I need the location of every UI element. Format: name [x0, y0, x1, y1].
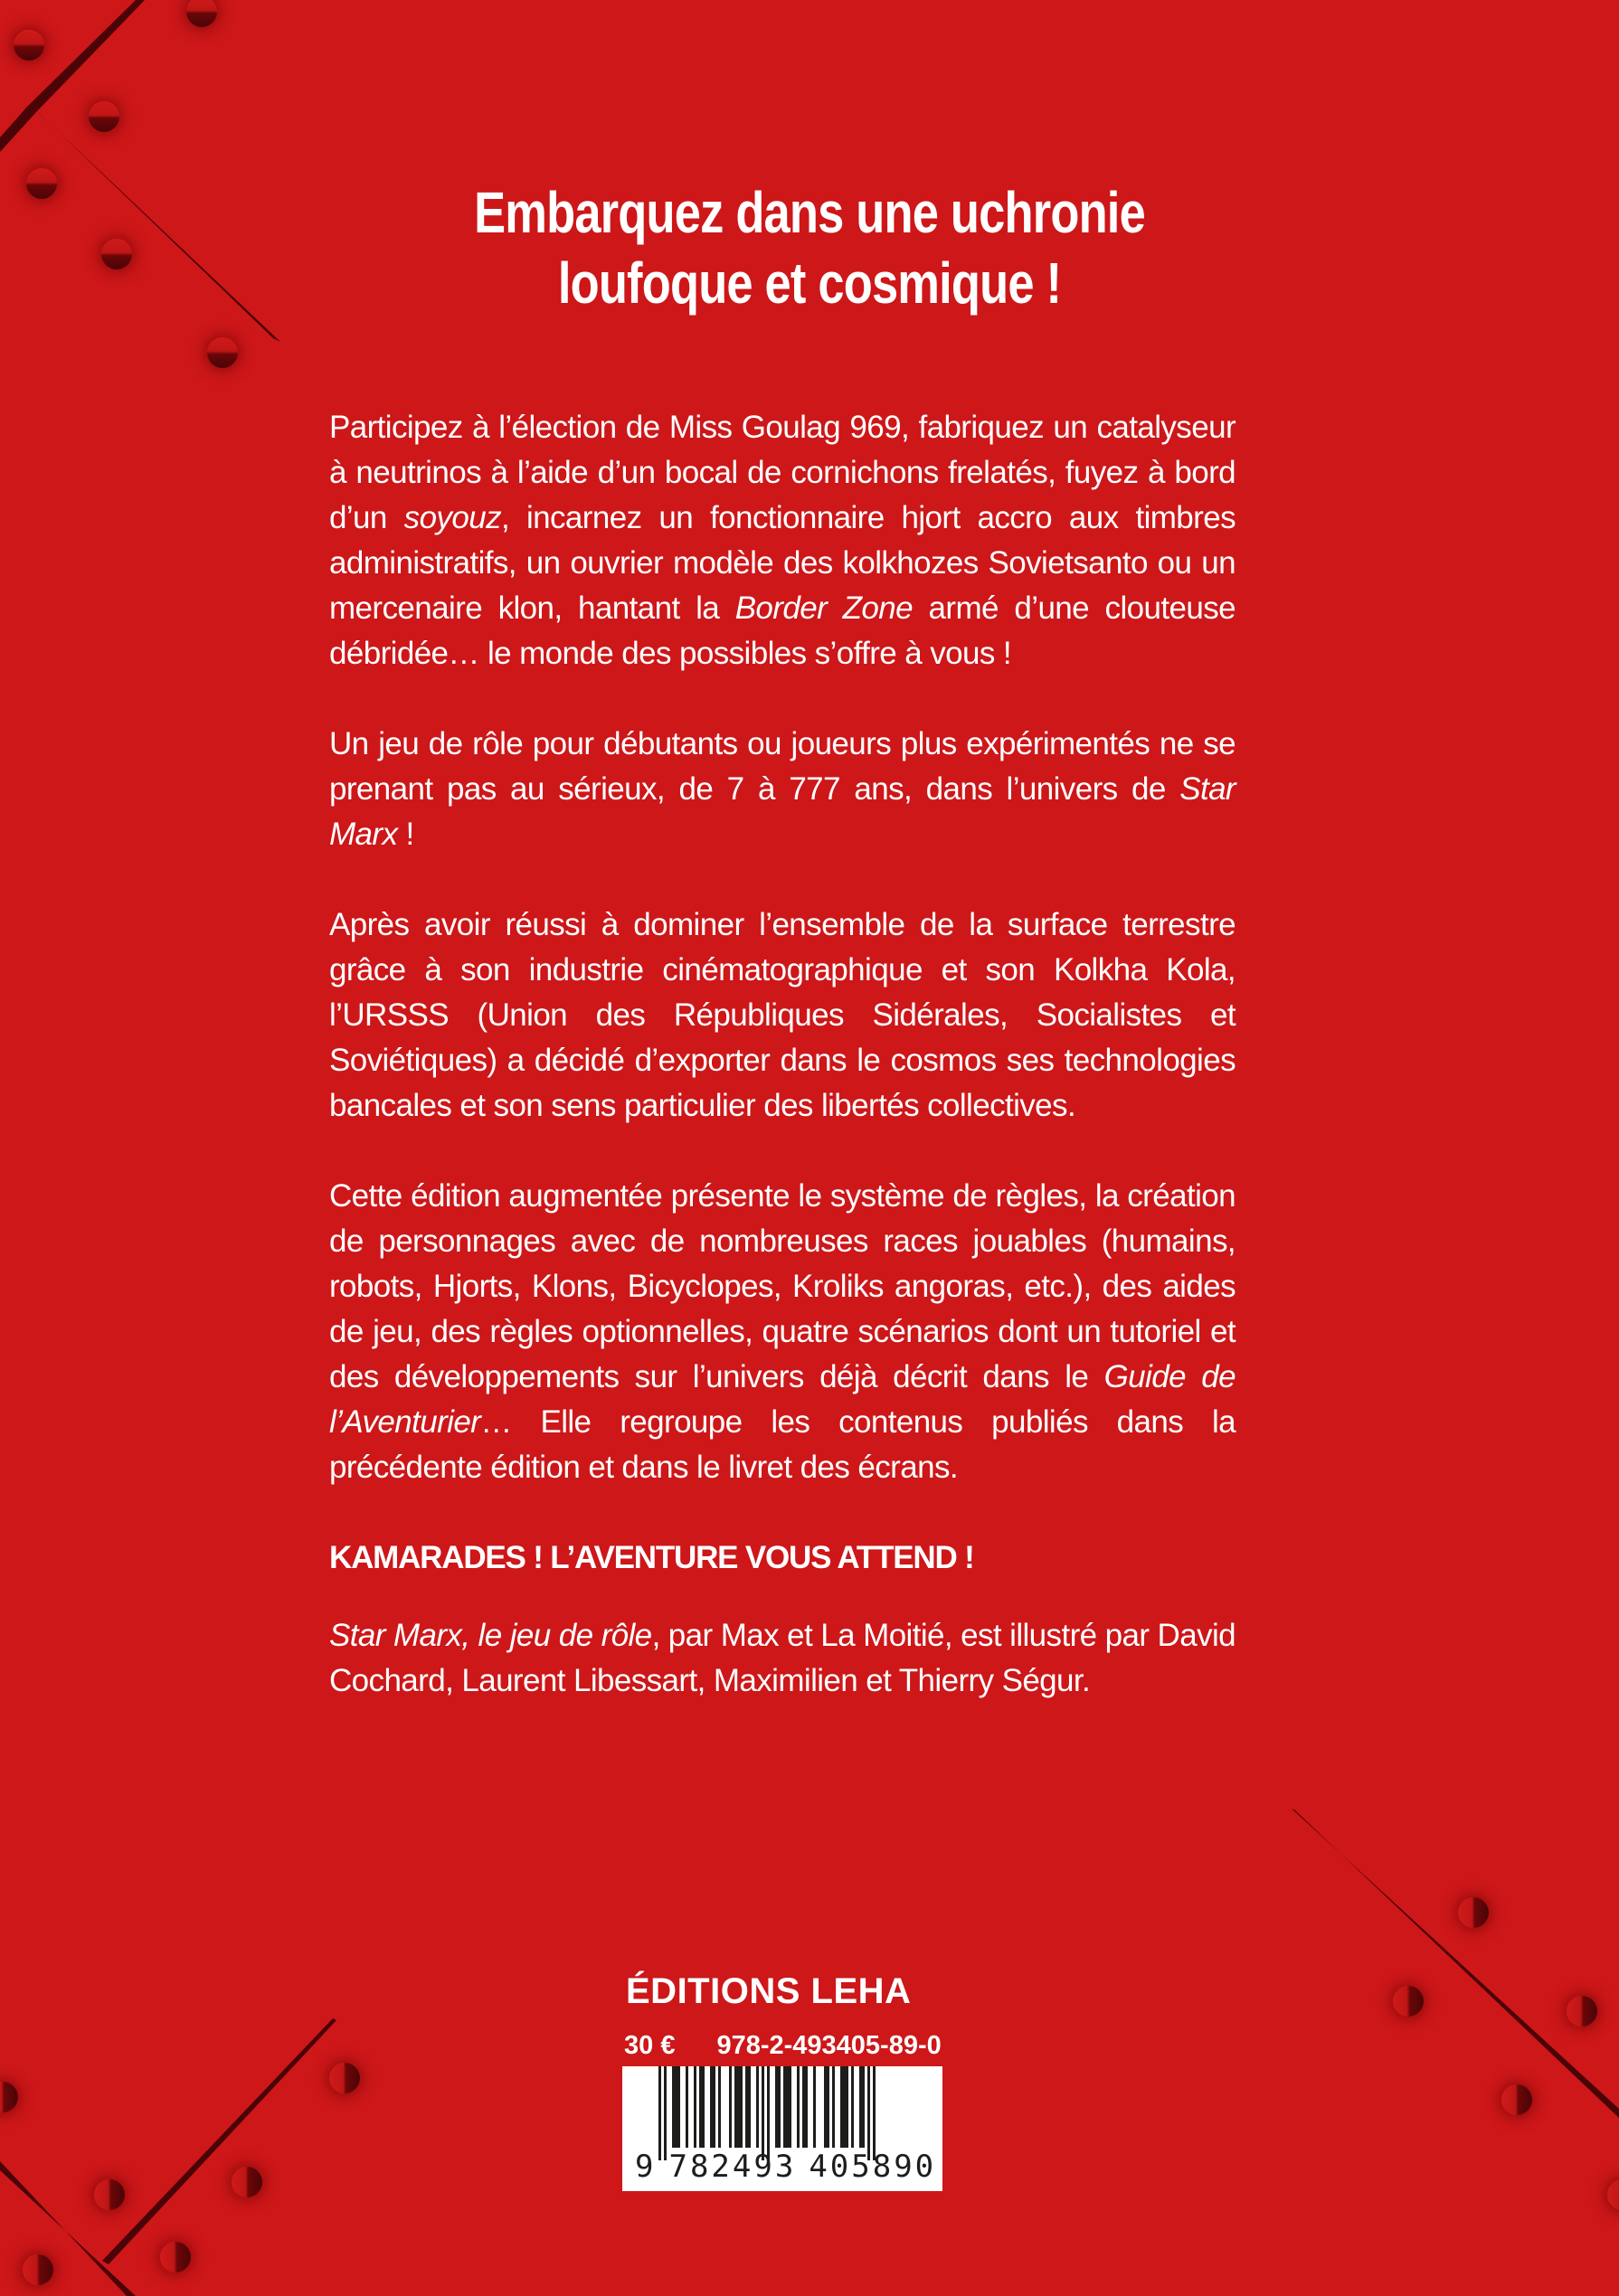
tagline: KAMARADES ! L’AVENTURE VOUS ATTEND ! [329, 1540, 974, 1575]
headline-line-2: loufoque et cosmique ! [557, 250, 1062, 316]
cover-headline [146, 177, 1473, 318]
rivet-decoration [94, 2179, 125, 2210]
credits [329, 1613, 1236, 1704]
rivet-decoration [23, 2254, 53, 2285]
paragraph-text: Cette édition augmentée présente le système de règles, la création de personnages avec de nombreuses races jouables (humains, robots, Hjorts, Klons, Bicyclopes, Kroliks angoras, etc.), des aides de jeu, des règles optionnelles, quatre scénarios dont un tutoriel et des développements sur l’univers déjà décrit dans le [329, 1178, 1236, 1394]
rivet-decoration [207, 337, 238, 368]
game-title: Star Marx, le jeu de rôle [329, 1618, 652, 1653]
paragraph-2 [329, 722, 1236, 857]
rivet-decoration [1607, 2179, 1619, 2210]
credits-text: , par Max et La Moitié, est illustré par David Cochard, Laurent Libessart, Maximilien et Thierry Ségur. [329, 1618, 1236, 1698]
italic-term: Border Zone [734, 591, 914, 626]
rivet-decoration [14, 30, 44, 61]
italic-term: soyouz [403, 500, 501, 535]
barcode-group-2: 405890 [809, 2149, 937, 2185]
italic-term: Star Marx [329, 771, 1236, 852]
rivet-decoration [1393, 1986, 1424, 2017]
rivet-decoration [26, 168, 57, 199]
paragraph-text: ! [397, 817, 414, 852]
paragraph-text: Après avoir réussi à dominer l’ensemble de la surface terrestre grâce à son industrie cinématographique et son Kolkha Kola, l’URSSS (Union des Républiques Sidérales, Socialistes et Soviétiques) a décidé d’exporter dans le cosmos ses technologies bancales et son sens particulier des libertés collectives. [329, 907, 1236, 1123]
barcode-first-digit: 9 [635, 2149, 657, 2185]
paragraph-text: … Elle regroupe les contenus publiés dans la précédente édition et dans le livret des écrans. [329, 1404, 1236, 1485]
isbn-barcode [622, 2066, 942, 2191]
barcode-digits [635, 2149, 937, 2185]
rivet-decoration [89, 101, 119, 132]
back-cover-blurb [329, 405, 1236, 1704]
paragraph-3 [329, 902, 1236, 1129]
paragraph-4 [329, 1174, 1236, 1490]
paragraph-text: armé d’une clouteuse débridée… le monde des possibles s’offre à vous ! [329, 591, 1236, 671]
rivet-decoration [329, 2063, 360, 2093]
barcode-bars [658, 2066, 930, 2155]
paragraph-1 [329, 405, 1236, 676]
rivet-decoration [1501, 2084, 1532, 2115]
italic-term: Guide de l’Aventurier [329, 1359, 1236, 1440]
paragraph-text: Un jeu de rôle pour débutants ou joueurs plus expérimentés ne se prenant pas au sérieux, de 7 à 777 ans, dans l’univers de [329, 726, 1236, 807]
rivet-decoration [186, 0, 217, 27]
price-isbn-line [624, 2031, 950, 2061]
rivet-decoration [160, 2242, 191, 2272]
headline-line-1: Embarquez dans une uchronie [474, 180, 1145, 245]
rivet-decoration [232, 2167, 262, 2197]
paragraph-text: , incarnez un fonctionnaire hjort accro aux timbres administratifs, un ouvrier modèle des kolkhozes Sovietsanto ou un mercenaire klon, hantant la [329, 500, 1236, 626]
price: 30 € [624, 2031, 676, 2060]
publisher-logo: ÉDITIONS LEHA [626, 1971, 912, 2011]
rivet-decoration [0, 2082, 18, 2112]
rivet-decoration [1567, 1996, 1597, 2027]
barcode-group-1: 782493 [668, 2149, 797, 2185]
paragraph-text: Participez à l’élection de Miss Goulag 969, fabriquez un catalyseur à neutrinos à l’aide d’un bocal de cornichons frelatés, fuyez à bord d’un [329, 410, 1236, 535]
isbn: 978-2-493405-89-0 [716, 2031, 942, 2060]
rivet-decoration [1458, 1897, 1489, 1928]
rivet-decoration [101, 239, 132, 269]
